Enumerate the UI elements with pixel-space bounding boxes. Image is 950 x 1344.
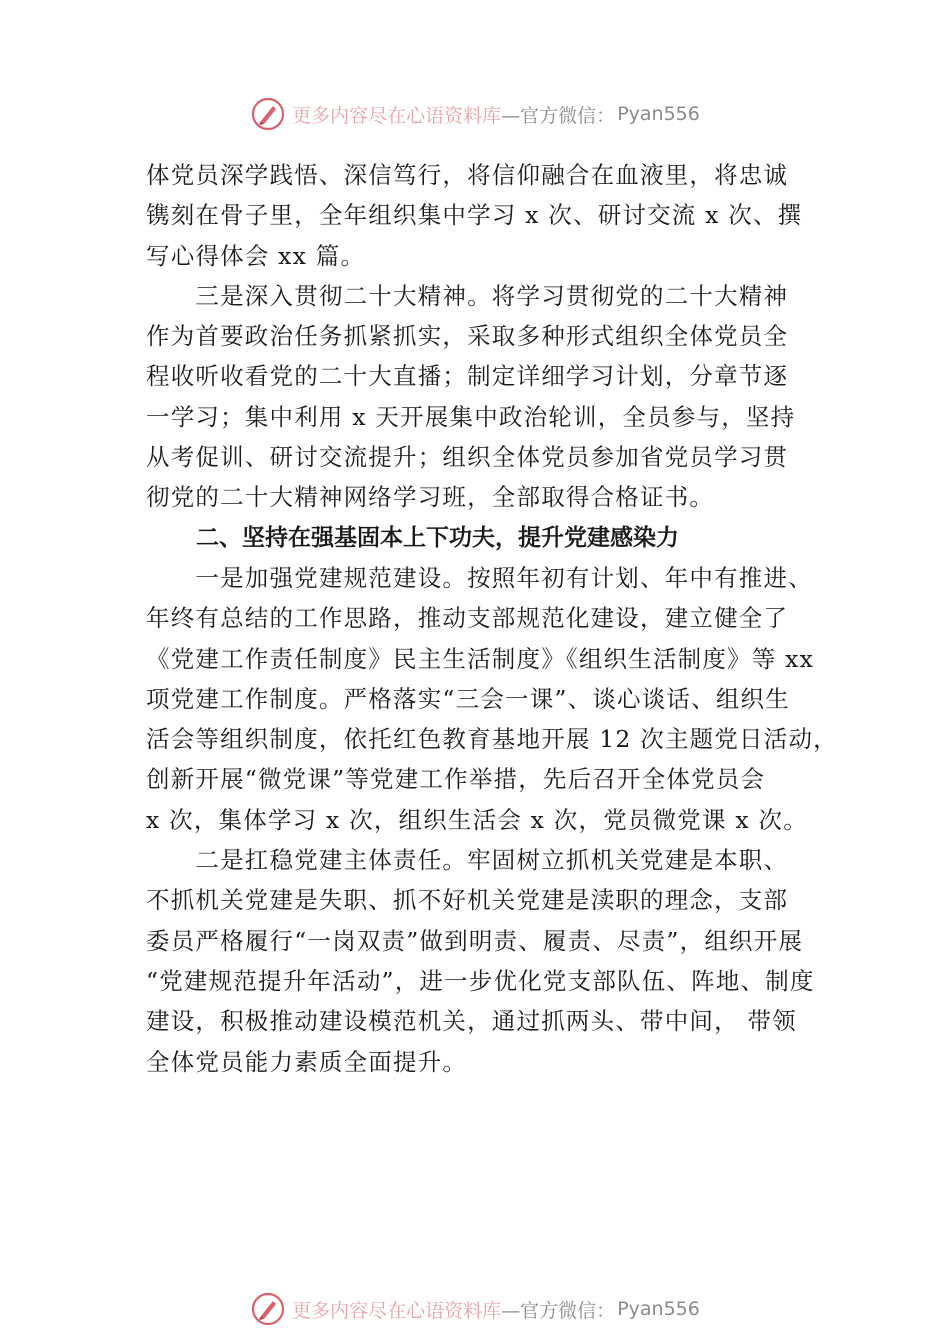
watermark-account: Pyan556 (617, 1298, 700, 1320)
text-line: 程收听收看党的二十大直播；制定详细学习计划，分章节逐 (146, 362, 789, 391)
text-line: 项党建工作制度。严格落实“三会一课”、谈心谈话、组织生 (146, 684, 790, 713)
text-line: 二是扛稳党建主体责任。牢固树立抓机关党建是本职、 (146, 846, 789, 875)
document-body (146, 155, 838, 1082)
text-line: 从考促训、研讨交流提升；组织全体党员参加省党员学习贯 (146, 443, 789, 472)
watermark-separator: —官方微信： (501, 104, 616, 127)
text-line: 三是深入贯彻二十大精神。将学习贯彻党的二十大精神 (146, 281, 789, 310)
watermark-brand: 更多内容尽在心语资料库 (292, 1299, 502, 1322)
text-line: 《党建工作责任制度》民主生活制度》《组织生活制度》等 xx (146, 644, 815, 673)
text-line: 全体党员能力素质全面提升。 (146, 1047, 468, 1076)
pen-logo-icon (250, 96, 286, 132)
text-line: “党建规范提升年活动”，进一步优化党支部队伍、阵地、制度 (146, 966, 815, 995)
text-line: 委员严格履行“一岗双责”做到明责、履责、尽责”，组织开展 (146, 926, 804, 955)
text-line: 活会等组织制度，依托红色教育基地开展 12 次主题党日活动， (146, 725, 838, 754)
paragraph-4 (146, 840, 816, 1082)
text-line: 镌刻在骨子里，全年组织集中学习 x 次、研讨交流 x 次、撰 (146, 201, 803, 230)
text-line: 一是加强党建规范建设。按照年初有计划、年中有推进、 (146, 563, 813, 592)
text-line: 彻党的二十大精神网络学习班，全部取得合格证书。 (146, 483, 715, 512)
text-line: 写心得体会 xx 篇。 (146, 241, 366, 270)
text-line: 建设，积极推动建设模范机关，通过抓两头、带中间， 带领 (146, 1007, 797, 1036)
watermark-footer (0, 1289, 950, 1329)
text-line: 创新开展“微党课”等党建工作举措，先后召开全体党员会 (146, 765, 766, 794)
text-line: x 次，集体学习 x 次，组织生活会 x 次，党员微党课 x 次。 (146, 805, 808, 834)
watermark-header (0, 94, 950, 134)
watermark-brand: 更多内容尽在心语资料库 (292, 104, 502, 127)
text-line: 不抓机关党建是失职、抓不好机关党建是渎职的理念，支部 (146, 886, 789, 915)
section-heading: 二、坚持在强基固本上下功夫，提升党建感染力 (196, 524, 679, 551)
pen-logo-icon (250, 1291, 286, 1327)
paragraph-3 (146, 558, 838, 840)
text-line: 体党员深学践悟、深信笃行，将信仰融合在血液里，将忠诚 (146, 161, 789, 189)
watermark-account: Pyan556 (617, 103, 700, 125)
paragraph-2 (146, 276, 816, 518)
text-line: 年终有总结的工作思路，推动支部规范化建设，建立健全了 (146, 604, 789, 633)
watermark-separator: —官方微信： (501, 1299, 616, 1322)
paragraph-1 (146, 155, 816, 276)
text-line: 作为首要政治任务抓紧抓实，采取多种形式组织全体党员全 (146, 322, 789, 351)
text-line: 一学习；集中利用 x 天开展集中政治轮训，全员参与，坚持 (146, 402, 796, 431)
